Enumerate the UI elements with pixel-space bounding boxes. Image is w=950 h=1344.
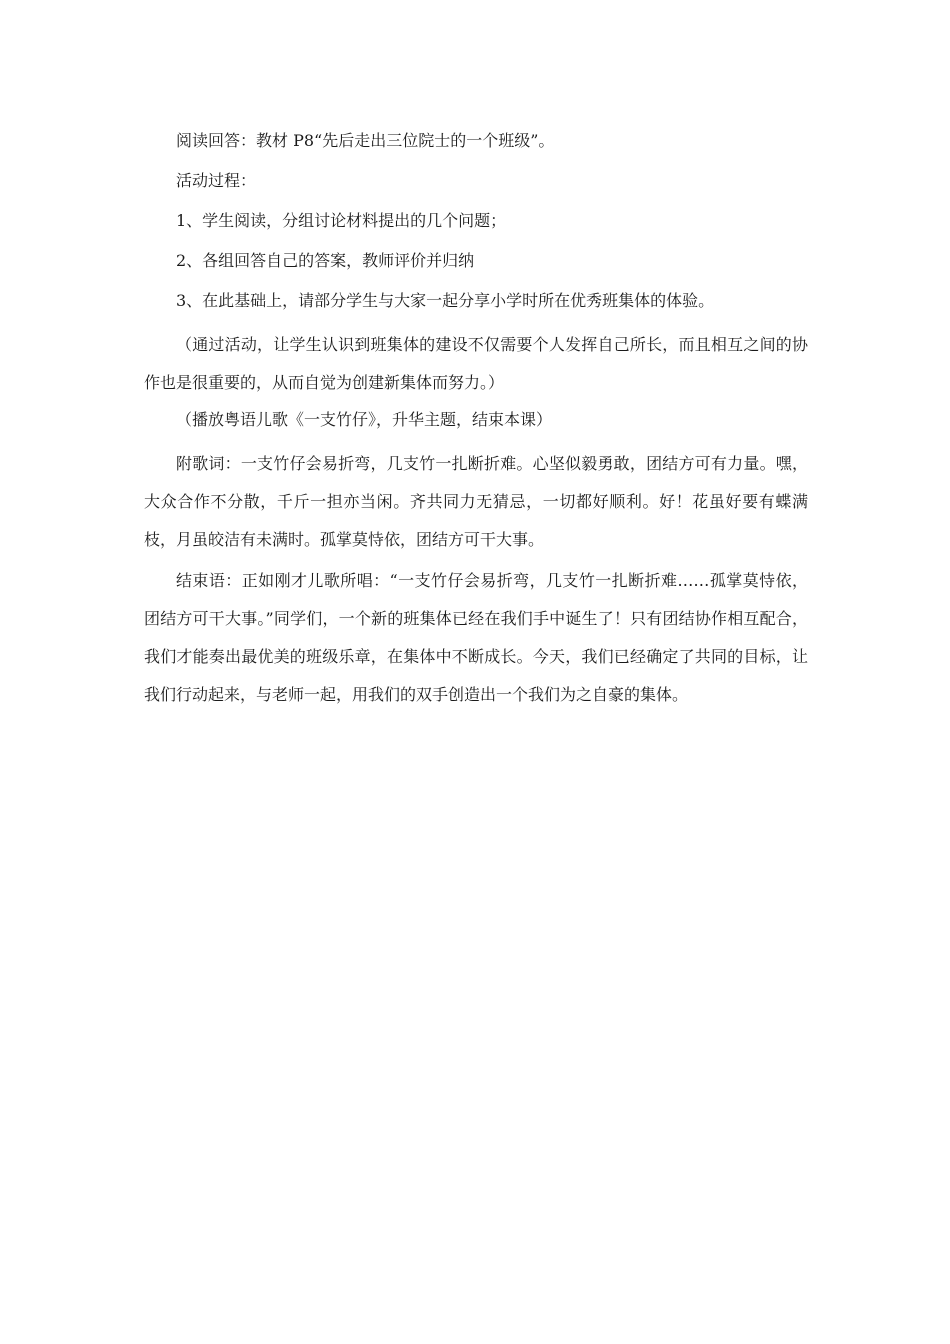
activity-purpose-note: （通过活动，让学生认识到班集体的建设不仅需要个人发挥自己所长，而且相互之间的协作也是很重要的，从而自觉为创建新集体而努力。） [144, 335, 808, 392]
song-playback-note: （播放粤语儿歌《一支竹仔》，升华主题，结束本课） [176, 410, 553, 429]
activity-step-2: 2、各组回答自己的答案，教师评价并归纳 [176, 251, 475, 270]
closing-remarks-paragraph: 结束语：正如刚才儿歌所唱：“一支竹仔会易折弯，几支竹一扎断折难……孤掌莫恃依，团结方可干大事。”同学们，一个新的班集体已经在我们手中诞生了！只有团结协作相互配合，我们才能奏出最优美的班级乐章，在集体中不断成长。今天，我们已经确定了共同的目标，让我们行动起来，与老师一起，用我们的双手创造出一个我们为之自豪的集体。 [144, 571, 808, 704]
activity-process-heading: 活动过程： [176, 171, 257, 190]
reading-question-paragraph: 阅读回答：教材 P8“先后走出三位院士的一个班级”。 [176, 131, 555, 150]
song-lyrics-paragraph: 附歌词：一支竹仔会易折弯，几支竹一扎断折难。心坚似毅勇敢，团结方可有力量。嘿，大众合作不分散，千斤一担亦当闲。齐共同力无猜忌，一切都好顺利。好！花虽好要有蝶满枝，月虽皎洁有未满时。孤掌莫恃依，团结方可干大事。 [144, 454, 808, 549]
activity-step-3: 3、在此基础上，请部分学生与大家一起分享小学时所在优秀班集体的体验。 [176, 291, 715, 310]
activity-step-1: 1、学生阅读，分组讨论材料提出的几个问题； [176, 211, 507, 230]
document-body [144, 126, 808, 717]
